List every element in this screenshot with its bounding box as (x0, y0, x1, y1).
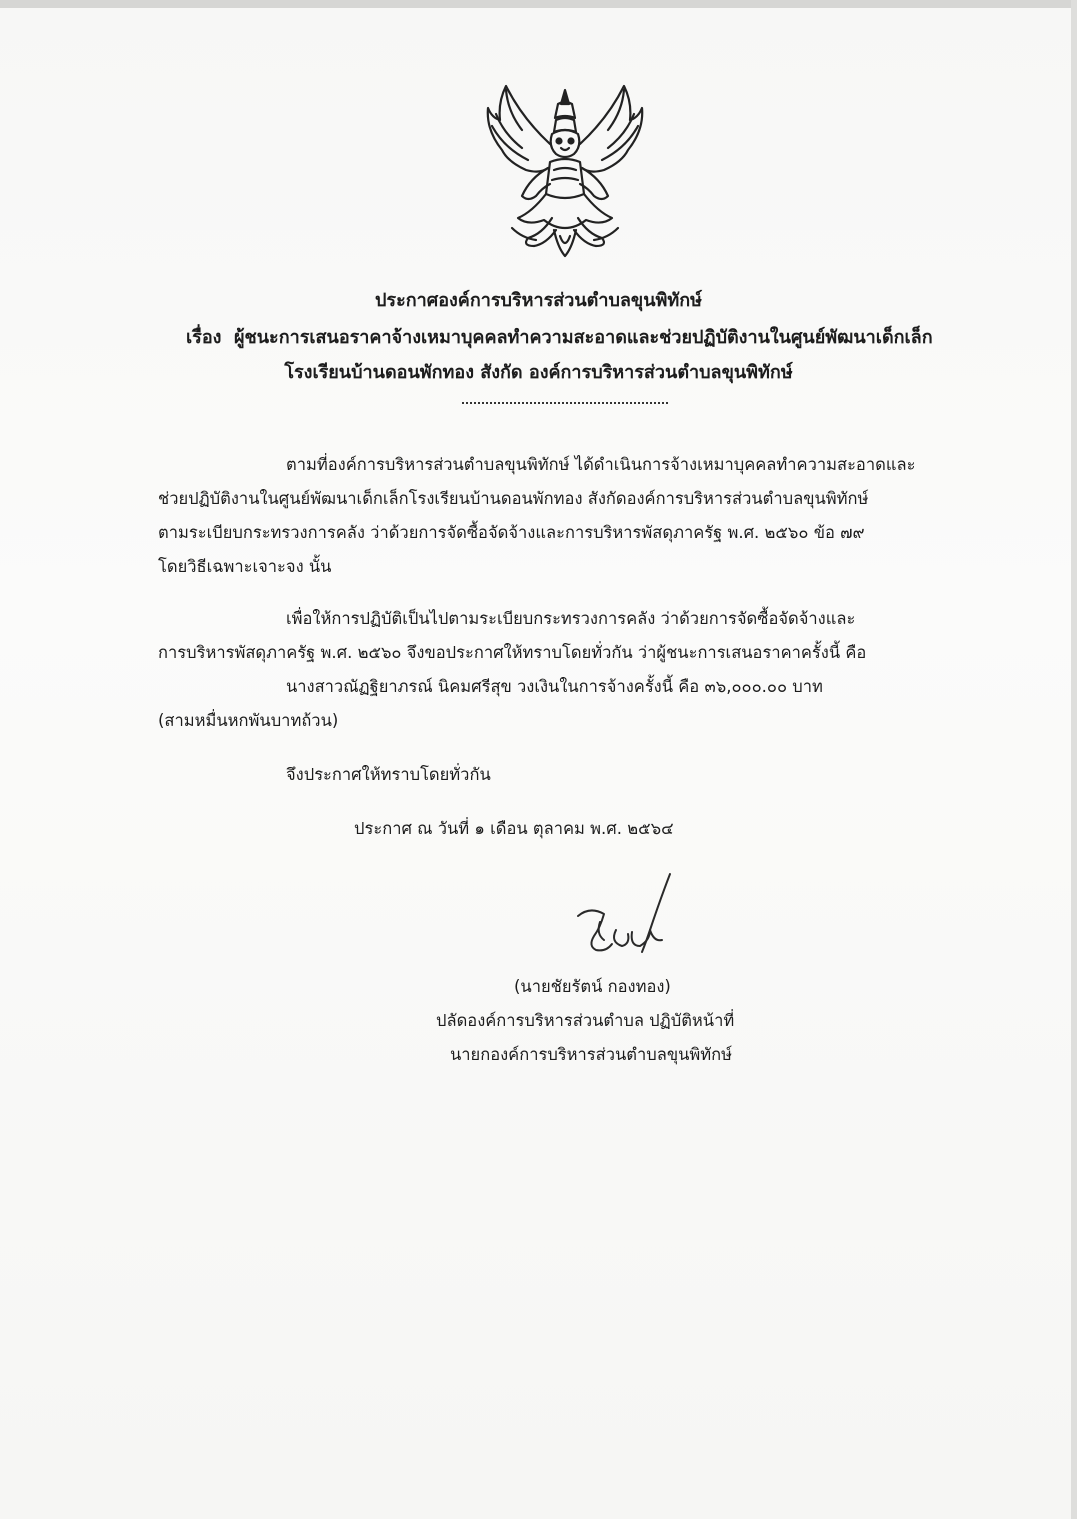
closing-text: จึงประกาศให้ทราบโดยทั่วกัน (286, 765, 491, 784)
subject-line (186, 322, 933, 351)
scan-edge-top (0, 0, 1077, 8)
signer-name: (นายชัยรัตน์ กองทอง) (514, 977, 671, 996)
scan-edge-right (1071, 0, 1077, 1519)
para1-line2: ช่วยปฏิบัติงานในศูนย์พัฒนาเด็กเล็กโรงเรียนบ้านดอนพักทอง สังกัดองค์การบริหารส่วนตำบลขุนพิทักษ์ (158, 489, 869, 508)
title-divider (462, 402, 668, 404)
signer-position-2: นายกองค์การบริหารส่วนตำบลขุนพิทักษ์ (450, 1045, 733, 1064)
announcement-title: ประกาศองค์การบริหารส่วนตำบลขุนพิทักษ์ (375, 290, 702, 311)
subject-text: ผู้ชนะการเสนอราคาจ้างเหมาบุคคลทำความสะอาดและช่วยปฏิบัติงานในศูนย์พัฒนาเด็กเล็ก (233, 327, 933, 348)
signer-position-1: ปลัดองค์การบริหารส่วนตำบล ปฏิบัติหน้าที่ (436, 1011, 735, 1030)
announcement-date: ประกาศ ณ วันที่ ๑ เดือน ตุลาคม พ.ศ. ๒๕๖๔ (354, 819, 674, 838)
subject-line-2: โรงเรียนบ้านดอนพักทอง สังกัด องค์การบริหารส่วนตำบลขุนพิทักษ์ (284, 362, 793, 383)
para1-line4: โดยวิธีเฉพาะเจาะจง นั้น (158, 557, 332, 576)
para1-line1: ตามที่องค์การบริหารส่วนตำบลขุนพิทักษ์ ได้ดำเนินการจ้างเหมาบุคคลทำความสะอาดและ (286, 455, 916, 474)
handwritten-signature (570, 870, 680, 962)
para1-line3: ตามระเบียบกระทรวงการคลัง ว่าด้วยการจัดซื้อจัดจ้างและการบริหารพัสดุภาครัฐ พ.ศ. ๒๕๖๐ ข้อ ๗๙ (158, 523, 865, 542)
para2-line2: การบริหารพัสดุภาครัฐ พ.ศ. ๒๕๖๐ จึงขอประกาศให้ทราบโดยทั่วกัน ว่าผู้ชนะการเสนอราคาครั้งนี้ คือ (158, 643, 867, 662)
para2-line3-winner: นางสาวณัฏฐิยาภรณ์ นิคมศรีสุข วงเงินในการจ้างครั้งนี้ คือ ๓๖,๐๐๐.๐๐ บาท (286, 677, 823, 696)
garuda-emblem-icon (482, 78, 648, 262)
para2-line1: เพื่อให้การปฏิบัติเป็นไปตามระเบียบกระทรวงการคลัง ว่าด้วยการจัดซื้อจัดจ้างและ (286, 609, 856, 628)
subject-label: เรื่อง (186, 327, 222, 348)
para2-line4-amount-words: (สามหมื่นหกพันบาทถ้วน) (158, 711, 339, 730)
